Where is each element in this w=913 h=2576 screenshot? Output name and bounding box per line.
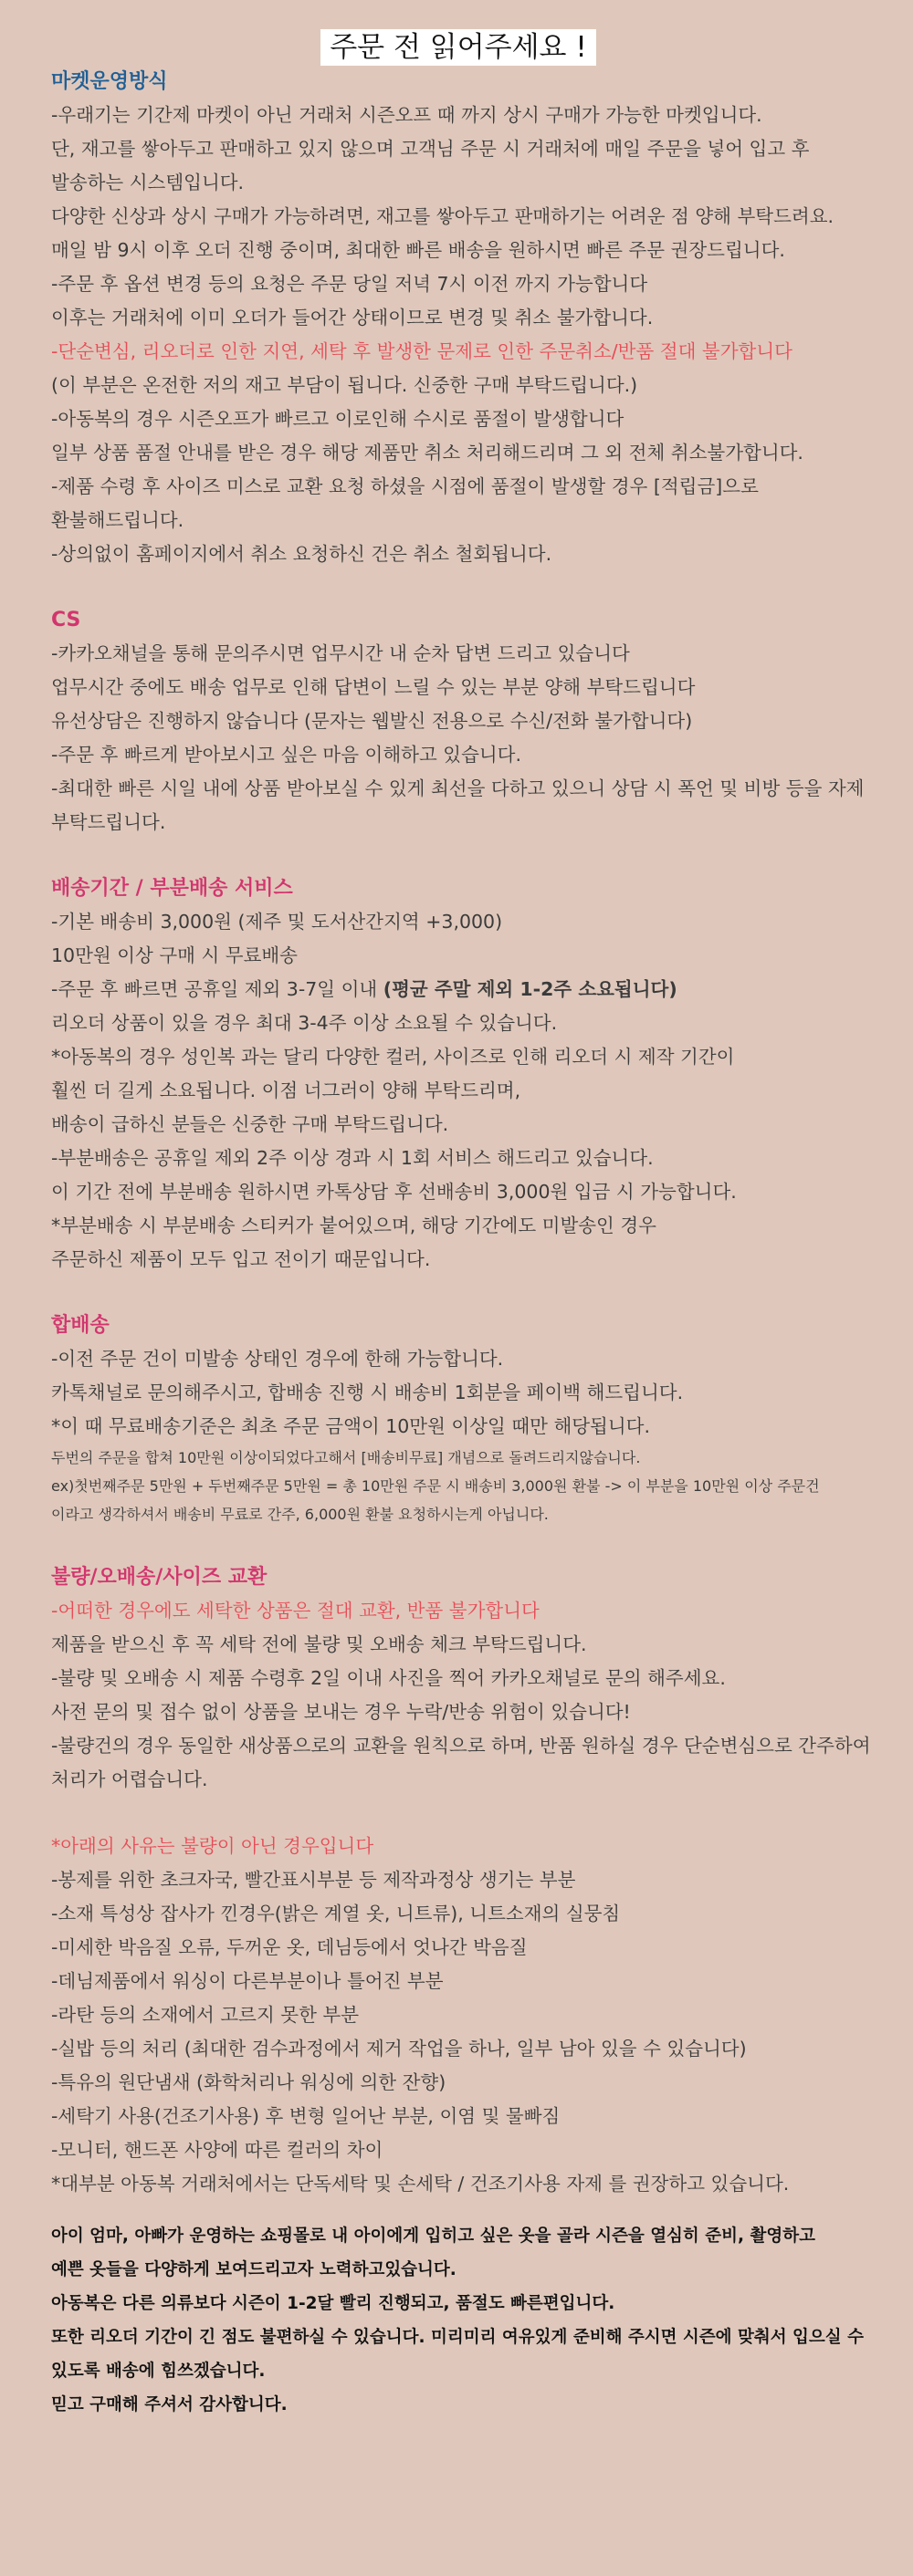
text-line: -이전 주문 건이 미발송 상태인 경우에 한해 가능합니다.: [51, 1348, 504, 1370]
closing-line: 아이 엄마, 아빠가 운영하는 쇼핑몰로 내 아이에게 입히고 싶은 옷을 골라 시즌을 열심히 준비, 촬영하고: [51, 2227, 815, 2246]
text-line: 처리가 어렵습니다.: [51, 1768, 208, 1790]
spacer: [51, 1277, 866, 1309]
section-market: [51, 66, 866, 571]
text-line: 이후는 거래처에 이미 오더가 들어간 상태이므로 변경 및 취소 불가합니다.: [51, 307, 654, 329]
warning-line: -단순변심, 리오더로 인한 지연, 세탁 후 발생한 문제로 인한 주문취소/반품 절대 불가합니다: [51, 340, 792, 362]
text-line: 이 기간 전에 부분배송 원하시면 카톡상담 후 선배송비 3,000원 입금 시 가능합니다.: [51, 1181, 737, 1203]
small-note: 두번의 주문을 합쳐 10만원 이상이되었다고해서 [배송비무료] 개념으로 돌려드리지않습니다.: [51, 1449, 641, 1466]
text-line: -카카오채널을 통해 문의주시면 업무시간 내 순차 답변 드리고 있습니다: [51, 642, 630, 664]
text-line: 훨씬 더 길게 소요됩니다. 이점 너그러이 양해 부탁드리며,: [51, 1079, 521, 1101]
text-line: -최대한 빠른 시일 내에 상품 받아보실 수 있게 최선을 다하고 있으니 상담 시 폭언 및 비방 등을 자제: [51, 777, 865, 799]
closing-line: 예쁜 옷들을 다양하게 보여드리고자 노력하고있습니다.: [51, 2260, 456, 2279]
text-line: -주문 후 빠르게 받아보시고 싶은 마음 이해하고 있습니다.: [51, 744, 521, 766]
text-line: 사전 문의 및 접수 없이 상품을 보내는 경우 누락/반송 위험이 있습니다!: [51, 1701, 631, 1723]
text-line: 부탁드립니다.: [51, 811, 166, 833]
text-line: -소재 특성상 잡사가 낀경우(밝은 계열 옷, 니트류), 니트소재의 실뭉침: [51, 1903, 621, 1924]
text-line: *아동복의 경우 성인복 과는 달리 다양한 컬러, 사이즈로 인해 리오더 시 제작 기간이: [51, 1046, 735, 1068]
text-line: 제품을 받으신 후 꼭 세탁 전에 불량 및 오배송 체크 부탁드립니다.: [51, 1633, 587, 1655]
spacer: [51, 1797, 866, 1830]
text-line: (이 부분은 온전한 저의 재고 부담이 됩니다. 신중한 구매 부탁드립니다.): [51, 374, 638, 396]
text-line: -상의없이 홈페이지에서 취소 요청하신 건은 취소 철회됩니다.: [51, 543, 552, 565]
text-line: *부분배송 시 부분배송 스티커가 붙어있으며, 해당 기간에도 미발송인 경우: [51, 1215, 656, 1236]
section-title: CS: [51, 609, 81, 631]
page-title: 주문 전 읽어주세요 !: [320, 29, 596, 66]
text-line: -특유의 원단냄새 (화학처리나 워싱에 의한 잔향): [51, 2071, 446, 2093]
text-line: 매일 밤 9시 이후 오더 진행 중이며, 최대한 빠른 배송을 원하시면 빠른 주문 권장드립니다.: [51, 239, 785, 261]
small-note: ex)첫번째주문 5만원 + 두번째주문 5만원 = 총 10만원 주문 시 배송비 3,000원 환불 -> 이 부분을 10만원 이상 주문건: [51, 1477, 820, 1495]
warning-line: *아래의 사유는 불량이 아닌 경우입니다: [51, 1835, 374, 1857]
section-title: 배송기간 / 부분배송 서비스: [51, 877, 293, 900]
text-line: 카톡채널로 문의해주시고, 합배송 진행 시 배송비 1회분을 페이백 해드립니다.: [51, 1382, 684, 1403]
closing-line: 있도록 배송에 힘쓰겠습니다.: [51, 2362, 266, 2381]
closing-line: 믿고 구매해 주셔서 감사합니다.: [51, 2395, 288, 2414]
spacer: [51, 571, 866, 604]
section-combined-shipping: [51, 1309, 866, 1528]
text-line: -불량건의 경우 동일한 새상품으로의 교환을 원칙으로 하며, 반품 원하실 경우 단순변심으로 간주하여: [51, 1735, 871, 1757]
closing-line: 아동복은 다른 의류보다 시즌이 1-2달 빨리 진행되고, 품절도 빠른편입니다.: [51, 2294, 615, 2313]
title-wrap: [51, 0, 866, 66]
text-line: -세탁기 사용(건조기사용) 후 변형 일어난 부분, 이염 및 물빠짐: [51, 2105, 561, 2127]
text-line: -실밥 등의 처리 (최대한 검수과정에서 제거 작업을 하나, 일부 남아 있을 수 있습니다): [51, 2038, 747, 2060]
text-line: -미세한 박음질 오류, 두꺼운 옷, 데님등에서 엇나간 박음질: [51, 1936, 528, 1958]
section-title: 합배송: [51, 1314, 110, 1337]
small-note: 이라고 생각하셔서 배송비 무료로 간주, 6,000원 환불 요청하시는게 아닙니다.: [51, 1506, 549, 1523]
text-line: -모니터, 핸드폰 사양에 따른 컬러의 차이: [51, 2139, 383, 2161]
text-span: -주문 후 빠르면 공휴일 제외 3-7일 이내: [51, 978, 383, 1000]
section-title: 불량/오배송/사이즈 교환: [51, 1566, 268, 1589]
text-line: 다양한 신상과 상시 구매가 가능하려면, 재고를 쌓아두고 판매하기는 어려운 점 양해 부탁드려요.: [51, 205, 834, 227]
section-cs: [51, 604, 866, 840]
text-line: -라탄 등의 소재에서 고르지 못한 부분: [51, 2004, 360, 2026]
text-line: -주문 후 옵션 변경 등의 요청은 주문 당일 저녁 7시 이전 까지 가능합니다: [51, 273, 648, 295]
text-line: -불량 및 오배송 시 제품 수령후 2일 이내 사진을 찍어 카카오채널로 문의 해주세요.: [51, 1667, 726, 1689]
text-line: -기본 배송비 3,000원 (제주 및 도서산간지역 +3,000): [51, 911, 503, 933]
section-exchange: [51, 1561, 871, 1797]
section-shipping: [51, 872, 866, 1277]
text-line: *대부분 아동복 거래처에서는 단독세탁 및 손세탁 / 건조기사용 자제 를 권장하고 있습니다.: [51, 2173, 790, 2195]
text-line: 단, 재고를 쌓아두고 판매하고 있지 않으며 고객님 주문 시 거래처에 매일 주문을 넣어 입고 후: [51, 138, 810, 160]
text-line: -데님제품에서 워싱이 다른부분이나 틀어진 부분: [51, 1970, 444, 1992]
text-line: 발송하는 시스템입니다.: [51, 172, 245, 193]
spacer: [51, 2201, 866, 2219]
text-line: 주문하신 제품이 모두 입고 전이기 때문입니다.: [51, 1248, 431, 1270]
closing-line: 또한 리오더 기간이 긴 점도 불편하실 수 있습니다. 미리미리 여유있게 준비해 주시면 시즌에 맞춰서 입으실 수: [51, 2328, 864, 2347]
spacer: [51, 840, 866, 872]
bold-note: (평균 주말 제외 1-2주 소요됩니다): [383, 978, 677, 1000]
closing-message: [51, 2219, 866, 2422]
text-line: 리오더 상품이 있을 경우 최대 3-4주 이상 소요될 수 있습니다.: [51, 1012, 558, 1034]
warning-line: -어떠한 경우에도 세탁한 상품은 절대 교환, 반품 불가합니다: [51, 1600, 540, 1622]
text-line: -봉제를 위한 초크자국, 빨간표시부분 등 제작과정상 생기는 부분: [51, 1869, 576, 1891]
text-line: [51, 973, 866, 1006]
text-line: -우래기는 기간제 마켓이 아닌 거래처 시즌오프 때 까지 상시 구매가 가능한 마켓입니다.: [51, 104, 762, 126]
text-line: 환불해드립니다.: [51, 509, 184, 531]
text-line: -제품 수령 후 사이즈 미스로 교환 요청 하셨을 시점에 품절이 발생할 경우 [적립금]으로: [51, 475, 759, 497]
text-line: 업무시간 중에도 배송 업무로 인해 답변이 느릴 수 있는 부분 양해 부탁드립니다: [51, 676, 696, 698]
section-title: 마켓운영방식: [51, 70, 168, 93]
text-line: 10만원 이상 구매 시 무료배송: [51, 944, 298, 966]
spacer: [51, 1528, 866, 1561]
text-line: 배송이 급하신 분들은 신중한 구매 부탁드립니다.: [51, 1113, 449, 1135]
text-line: *이 때 무료배송기준은 최초 주문 금액이 10만원 이상일 때만 해당됩니다.: [51, 1415, 650, 1437]
text-line: 일부 상품 품절 안내를 받은 경우 해당 제품만 취소 처리해드리며 그 외 전체 취소불가합니다.: [51, 442, 803, 464]
section-not-defective: [51, 1830, 866, 2201]
text-line: -아동복의 경우 시즌오프가 빠르고 이로인해 수시로 품절이 발생합니다: [51, 408, 624, 430]
text-line: -부분배송은 공휴일 제외 2주 이상 경과 시 1회 서비스 해드리고 있습니다.: [51, 1147, 654, 1169]
text-line: 유선상담은 진행하지 않습니다 (문자는 웹발신 전용으로 수신/전화 불가합니다): [51, 710, 693, 732]
